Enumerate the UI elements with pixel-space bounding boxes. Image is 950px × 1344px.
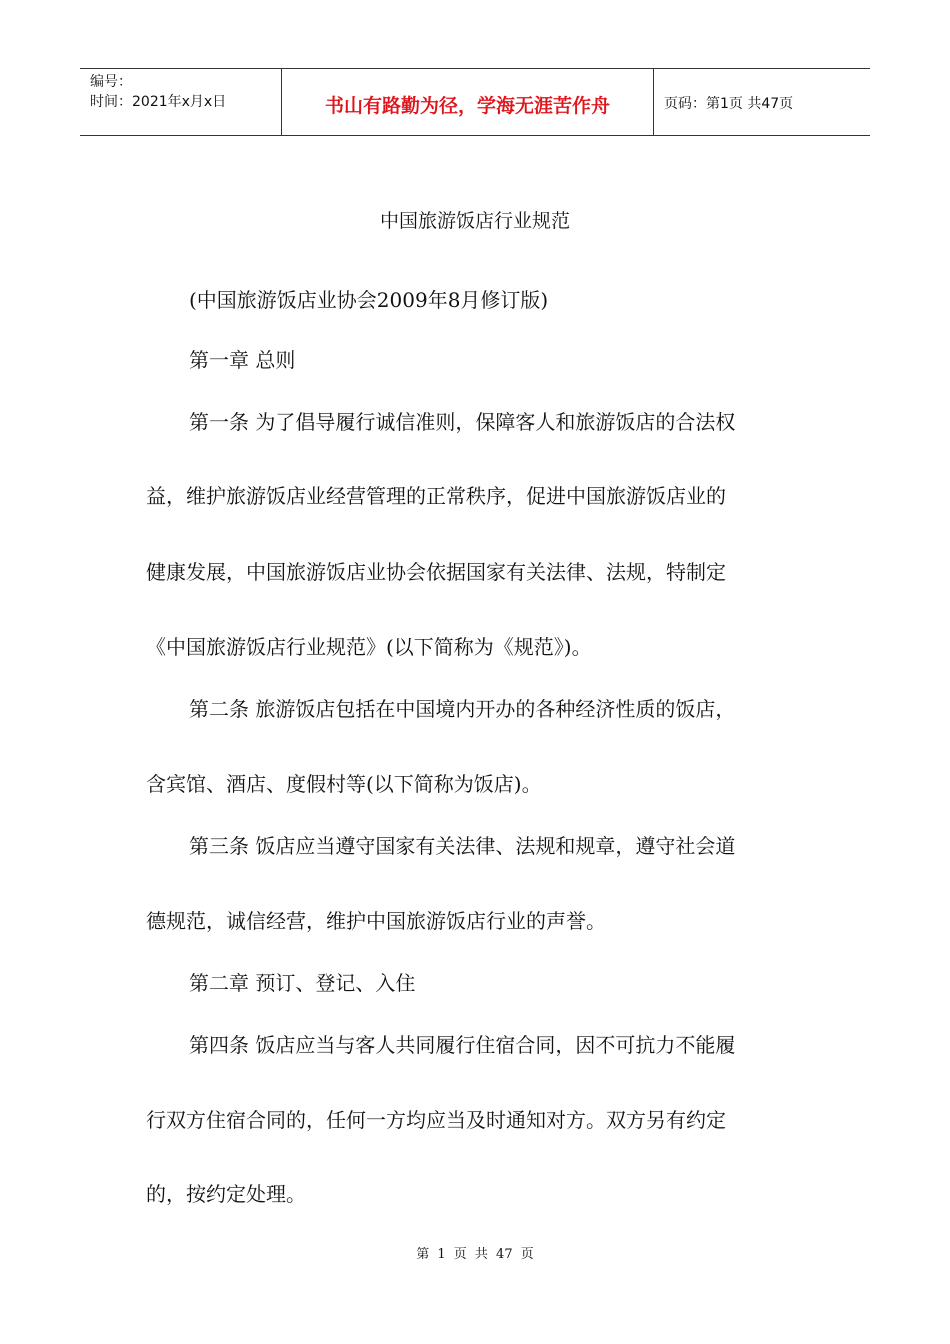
- header-page-info: 页码：第1页 共47页: [664, 96, 794, 112]
- header-meta-cell: [80, 69, 282, 135]
- paragraph-line: 的，按约定处理。: [146, 1182, 306, 1206]
- page-footer: 第 1 页 共 47 页: [416, 1247, 534, 1262]
- date-label: 时间：2021年x月x日: [90, 94, 227, 110]
- revision-note: (中国旅游饭店业协会2009年8月修订版): [189, 288, 549, 312]
- header-motto: 书山有路勤为径，学海无涯苦作舟: [282, 69, 654, 135]
- paragraph-line: 健康发展，中国旅游饭店业协会依据国家有关法律、法规，特制定: [146, 560, 726, 584]
- paragraph-line: 第一条 为了倡导履行诚信准则，保障客人和旅游饭店的合法权: [189, 410, 736, 434]
- serial-number-label: 编号：: [90, 74, 132, 90]
- chapter-heading: 第二章 预订、登记、入住: [189, 971, 416, 995]
- paragraph-line: 行双方住宿合同的，任何一方均应当及时通知对方。双方另有约定: [146, 1108, 726, 1132]
- paragraph-line: 益，维护旅游饭店业经营管理的正常秩序，促进中国旅游饭店业的: [146, 484, 726, 508]
- document-title: 中国旅游饭店行业规范: [379, 210, 570, 232]
- document-header: [80, 68, 870, 136]
- paragraph-line: 含宾馆、酒店、度假村等(以下简称为饭店)。: [146, 772, 542, 796]
- paragraph-line: 德规范，诚信经营，维护中国旅游饭店行业的声誉。: [146, 909, 606, 933]
- paragraph-line: 第四条 饭店应当与客人共同履行住宿合同，因不可抗力不能履: [189, 1033, 736, 1057]
- chapter-heading: 第一章 总则: [189, 348, 296, 372]
- paragraph-line: 第三条 饭店应当遵守国家有关法律、法规和规章，遵守社会道: [189, 834, 736, 858]
- paragraph-line: 《中国旅游饭店行业规范》(以下简称为《规范》)。: [146, 635, 592, 659]
- paragraph-line: 第二条 旅游饭店包括在中国境内开办的各种经济性质的饭店，: [189, 697, 736, 721]
